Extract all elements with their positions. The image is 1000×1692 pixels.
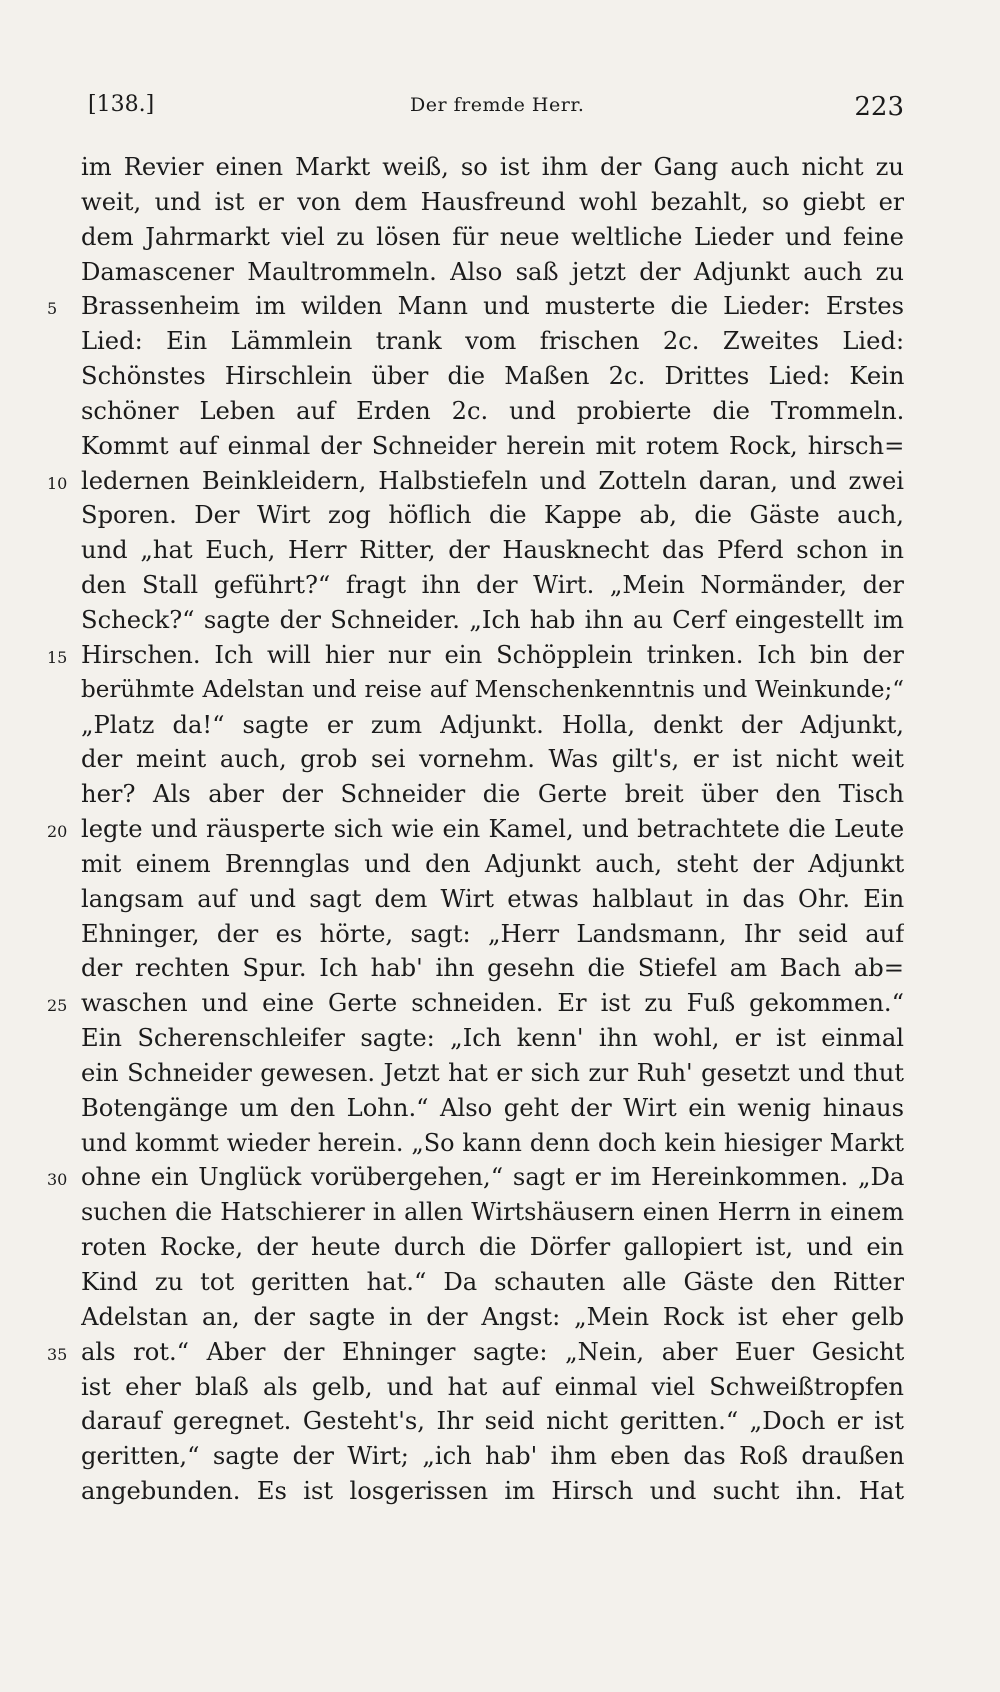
line-text: weit, und ist er von dem Hausfreund wohl bezahlt, so giebt er [81, 187, 904, 216]
text-line [0, 917, 1000, 952]
text-line [0, 324, 1000, 359]
line-number: 10 [47, 473, 68, 493]
text-line [0, 220, 1000, 255]
line-text: langsam auf und sagt dem Wirt etwas halblaut in das Ohr. Ein [81, 884, 904, 913]
line-text: ohne ein Unglück vorübergehen,“ sagt er im Hereinkommen. „Da [81, 1163, 904, 1192]
line-number: 20 [47, 822, 68, 842]
line-text: Scheck?“ sagte der Schneider. „Ich hab ihn au Cerf eingestellt im [81, 605, 904, 634]
line-text: „Platz da!“ sagte er zum Adjunkt. Holla, denkt der Adjunkt, [81, 710, 904, 739]
text-line [0, 1404, 1000, 1439]
line-number: 25 [47, 996, 68, 1016]
line-text: roten Rocke, der heute durch die Dörfer gallopiert ist, und ein [81, 1233, 904, 1262]
text-line [0, 1021, 1000, 1056]
text-line [0, 359, 1000, 394]
text-line [0, 847, 1000, 882]
text-line [0, 568, 1000, 603]
line-text: Kind zu tot geritten hat.“ Da schauten alle Gäste den Ritter [81, 1268, 904, 1296]
text-line [0, 255, 1000, 290]
line-text: im Revier einen Markt weiß, so ist ihm der Gang auch nicht zu [81, 153, 904, 181]
text-body [0, 150, 1000, 1509]
line-text: ledernen Beinkleidern, Halbstiefeln und Zotteln daran, und zwei [81, 466, 904, 495]
text-line [0, 1300, 1000, 1335]
text-line [0, 1056, 1000, 1091]
text-line [0, 986, 1000, 1021]
line-text: Ehninger, der es hörte, sagt: „Herr Landsmann, Ihr seid auf [81, 919, 904, 948]
line-text: geritten,“ sagte der Wirt; „ich hab' ihm eben das Roß draußen [81, 1442, 904, 1471]
line-text: Sporen. Der Wirt zog höflich die Kappe ab, die Gäste auch, [81, 501, 904, 530]
text-line [0, 1230, 1000, 1265]
text-line [0, 951, 1000, 986]
line-text: der rechten Spur. Ich hab' ihn gesehn die Stiefel am Bach ab= [81, 954, 904, 983]
text-line [0, 185, 1000, 220]
text-line [0, 1091, 1000, 1126]
line-text: legte und räusperte sich wie ein Kamel, und betrachtete die Leute [81, 815, 904, 844]
text-line [0, 638, 1000, 673]
line-number: 35 [47, 1344, 68, 1364]
text-line [0, 812, 1000, 847]
text-line [0, 1439, 1000, 1474]
text-line [0, 150, 1000, 185]
text-line [0, 603, 1000, 638]
text-line [0, 1370, 1000, 1405]
line-text: ein Schneider gewesen. Jetzt hat er sich zur Ruh' gesetzt und thut [81, 1058, 904, 1087]
line-text: waschen und eine Gerte schneiden. Er ist zu Fuß gekommen.“ [81, 989, 904, 1018]
line-text: ist eher blaß als gelb, und hat auf einmal viel Schweißtropfen [81, 1372, 904, 1401]
line-text: Schönstes Hirschlein über die Maßen 2c. Drittes Lied: Kein [81, 362, 904, 391]
line-text: berühmte Adelstan und reise auf Menschenkenntnis und Weinkunde;“ [81, 676, 904, 703]
line-text: Adelstan an, der sagte in der Angst: „Mein Rock ist eher gelb [81, 1302, 904, 1331]
text-line [0, 1126, 1000, 1161]
running-title: Der fremde Herr. [410, 94, 585, 116]
line-text: Damascener Maultrommeln. Also saß jetzt der Adjunkt auch zu [81, 257, 904, 286]
line-text: suchen die Hatschierer in allen Wirtshäusern einen Herrn in einem [81, 1198, 904, 1227]
line-text: der meint auch, grob sei vornehm. Was gilt's, er ist nicht weit [81, 745, 904, 774]
page-number: 223 [854, 92, 904, 122]
line-number: 5 [47, 299, 58, 319]
text-line [0, 673, 1000, 708]
text-line [0, 1335, 1000, 1370]
line-text: her? Als aber der Schneider die Gerte breit über den Tisch [81, 780, 904, 809]
line-number: 15 [47, 647, 68, 667]
text-line [0, 429, 1000, 464]
text-line [0, 1474, 1000, 1509]
line-text: Lied: Ein Lämmlein trank vom frischen 2c. Zweites Lied: [81, 327, 904, 356]
line-text: und „hat Euch, Herr Ritter, der Hausknecht das Pferd schon in [81, 536, 904, 565]
line-text: und kommt wieder herein. „So kann denn doch kein hiesiger Markt [81, 1128, 904, 1157]
line-text: Kommt auf einmal der Schneider herein mit rotem Rock, hirsch= [81, 431, 904, 460]
text-line [0, 1160, 1000, 1195]
text-line [0, 498, 1000, 533]
text-line [0, 742, 1000, 777]
text-line [0, 533, 1000, 568]
line-text: angebunden. Es ist losgerissen im Hirsch und sucht ihn. Hat [81, 1477, 904, 1506]
line-text: als rot.“ Aber der Ehninger sagte: „Nein, aber Euer Gesicht [81, 1337, 904, 1366]
line-number: 30 [47, 1170, 68, 1190]
text-line [0, 1265, 1000, 1300]
page-reference: [138.] [88, 92, 155, 117]
text-line [0, 289, 1000, 324]
text-line [0, 708, 1000, 743]
text-line [0, 394, 1000, 429]
line-text: dem Jahrmarkt viel zu lösen für neue weltliche Lieder und feine [81, 222, 904, 251]
line-text: Botengänge um den Lohn.“ Also geht der Wirt ein wenig hinaus [81, 1093, 904, 1122]
line-text: den Stall geführt?“ fragt ihn der Wirt. „Mein Normänder, der [81, 571, 904, 600]
text-line [0, 1195, 1000, 1230]
text-line [0, 464, 1000, 499]
line-text: Ein Scherenschleifer sagte: „Ich kenn' ihn wohl, er ist einmal [81, 1024, 904, 1053]
text-line [0, 777, 1000, 812]
text-line [0, 882, 1000, 917]
line-text: schöner Leben auf Erden 2c. und probierte die Trommeln. [81, 396, 904, 425]
line-text: Brassenheim im wilden Mann und musterte die Lieder: Erstes [81, 292, 904, 321]
line-text: darauf geregnet. Gesteht's, Ihr seid nicht geritten.“ „Doch er ist [81, 1407, 904, 1436]
page-header [0, 92, 1000, 126]
line-text: Hirschen. Ich will hier nur ein Schöpplein trinken. Ich bin der [81, 640, 904, 669]
line-text: mit einem Brennglas und den Adjunkt auch, steht der Adjunkt [81, 849, 904, 878]
